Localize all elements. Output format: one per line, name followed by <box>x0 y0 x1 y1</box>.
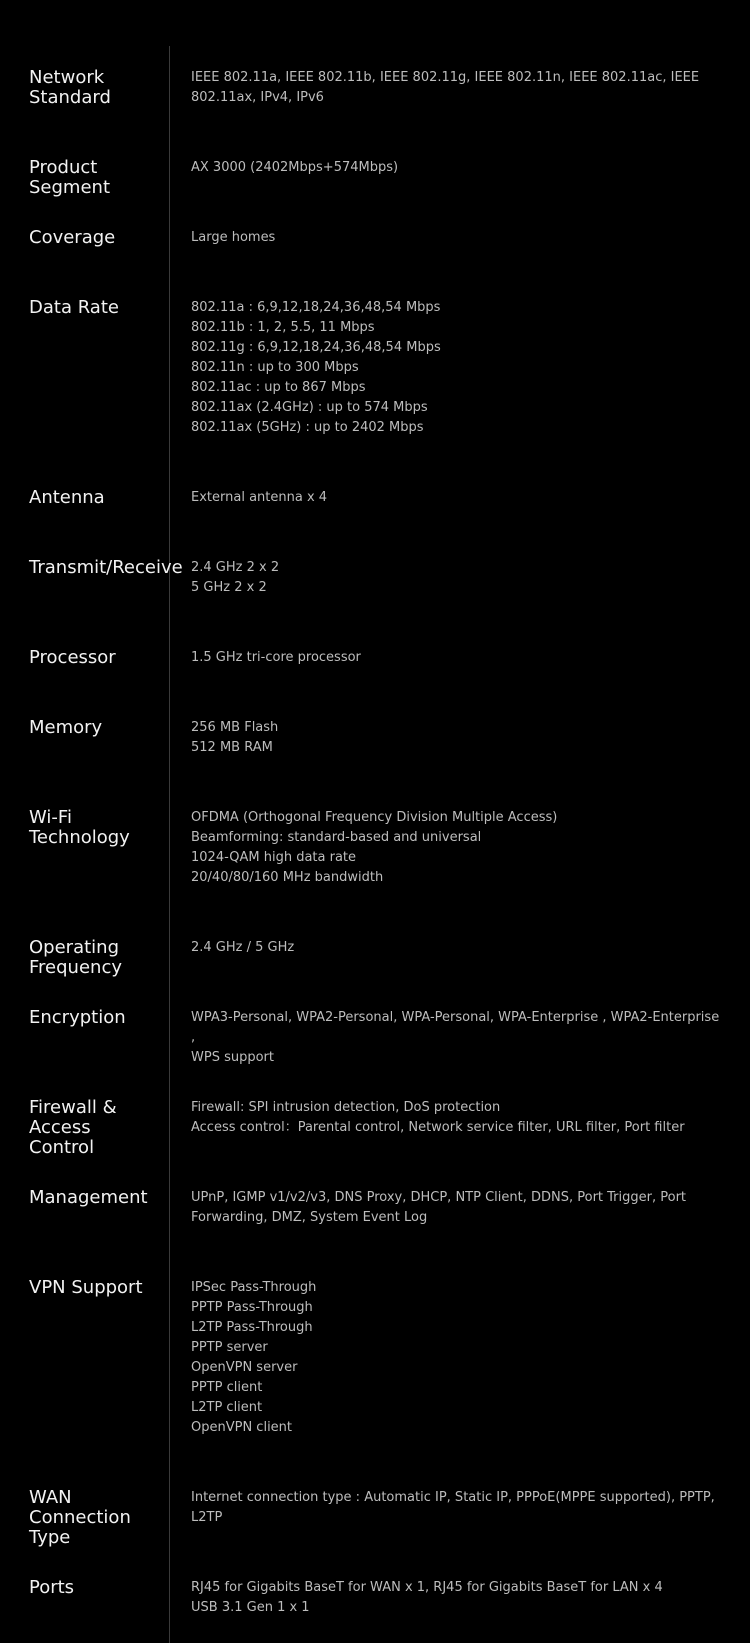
spec-value: Large homes <box>191 230 276 245</box>
spec-value: Firewall: SPI intrusion detection, DoS protection Access control：Parental control, Network service filter, URL filter, Port filter <box>191 1100 685 1135</box>
spec-value: 2.4 GHz 2 x 2 5 GHz 2 x 2 <box>191 560 280 595</box>
spec-label: Memory <box>29 717 103 738</box>
spec-label: Network Standard <box>29 67 111 108</box>
spec-label: Encryption <box>29 1007 126 1028</box>
spec-label: Antenna <box>29 487 105 508</box>
spec-value: OFDMA (Orthogonal Frequency Division Multiple Access) Beamforming: standard-based and universal 1024-QAM high data rate 20/40/80/160 MHz bandwidth <box>191 810 558 885</box>
spec-label: WAN Connection Type <box>29 1487 131 1548</box>
spec-label: Product Segment <box>29 157 110 198</box>
spec-value: IPSec Pass-Through PPTP Pass-Through L2TP Pass-Through PPTP server OpenVPN server PPTP client L2TP client OpenVPN client <box>191 1280 317 1435</box>
spec-value: AX 3000 (2402Mbps+574Mbps) <box>191 160 399 175</box>
spec-value: RJ45 for Gigabits BaseT for WAN x 1, RJ45 for Gigabits BaseT for LAN x 4 USB 3.1 Gen 1 x 1 <box>191 1580 663 1615</box>
spec-label: Firewall & Access Control <box>29 1097 117 1158</box>
spec-value: 2.4 GHz / 5 GHz <box>191 940 295 955</box>
spec-value: 256 MB Flash 512 MB RAM <box>191 720 279 755</box>
spec-label: Management <box>29 1187 148 1208</box>
spec-label: Ports <box>29 1577 75 1598</box>
spec-value: Internet connection type : Automatic IP, Static IP, PPPoE(MPPE supported), PPTP, L2TP <box>191 1490 715 1525</box>
spec-label: Wi-Fi Technology <box>29 807 130 848</box>
spec-value: 802.11a : 6,9,12,18,24,36,48,54 Mbps 802.11b : 1, 2, 5.5, 11 Mbps 802.11g : 6,9,12,18,24,36,48,54 Mbps 802.11n : up to 300 Mbps 802.11ac : up to 867 Mbps 802.11ax (2.4GHz) : up to 574 Mbps 802.11ax (5GHz) : up to 2402 Mbps <box>191 300 441 435</box>
spec-label: VPN Support <box>29 1277 143 1298</box>
spec-label: Operating Frequency <box>29 937 122 978</box>
spec-label: Processor <box>29 647 116 668</box>
spec-label: Data Rate <box>29 297 119 318</box>
spec-value: WPA3-Personal, WPA2-Personal, WPA-Personal, WPA-Enterprise , WPA2-Enterprise , WPS support <box>191 1010 720 1065</box>
spec-label: Transmit/Receive <box>29 557 183 578</box>
spec-value: UPnP, IGMP v1/v2/v3, DNS Proxy, DHCP, NTP Client, DDNS, Port Trigger, Port Forwarding, DMZ, System Event Log <box>191 1190 687 1225</box>
spec-label: Coverage <box>29 227 116 248</box>
spec-value: 1.5 GHz tri-core processor <box>191 650 361 665</box>
spec-value: IEEE 802.11a, IEEE 802.11b, IEEE 802.11g, IEEE 802.11n, IEEE 802.11ac, IEEE 802.11ax, IPv4, IPv6 <box>191 70 700 105</box>
spec-value: External antenna x 4 <box>191 490 328 505</box>
